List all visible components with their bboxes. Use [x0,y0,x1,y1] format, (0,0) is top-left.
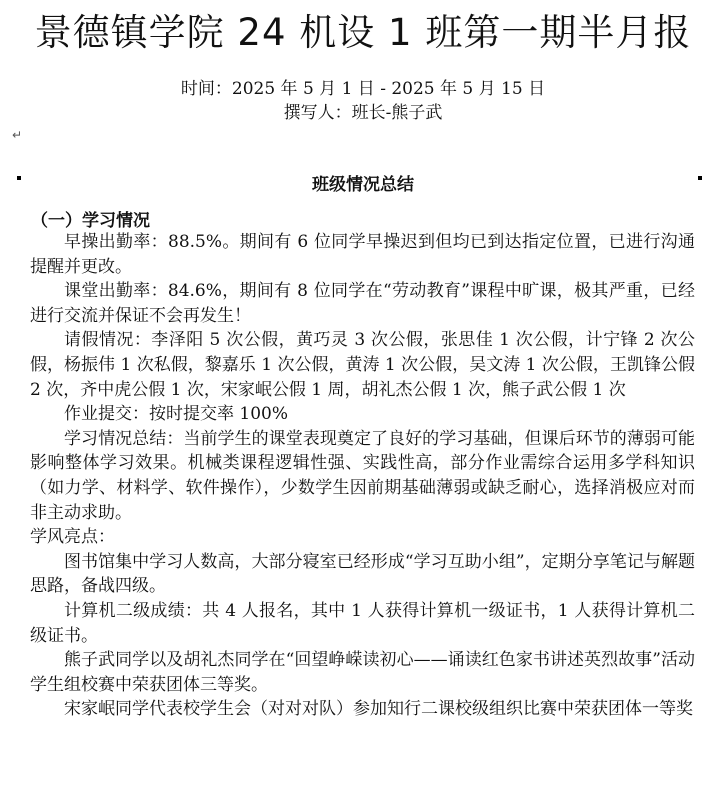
paragraph-leave: 请假情况：李泽阳 5 次公假，黄巧灵 3 次公假，张思佳 1 次公假，计宁锋 2 次公假，杨振伟 1 次私假，黎嘉乐 1 次公假，黄涛 1 次公假，吴文涛 1 次公假，王凯锋公假 2 次，齐中虎公假 1 次，宋家岷公假 1 周，胡礼杰公假 1 次，熊子武公假 1 次 [30,330,695,400]
paragraph-reading-award: 熊子武同学以及胡礼杰同学在“回望峥嵘读初心——诵读红色家书讲述英烈故事”活动学生组校赛中荣获团体三等奖。 [30,650,695,695]
paragraph-computer-exam: 计算机二级成绩：共 4 人报名，其中 1 人获得计算机一级证书，1 人获得计算机二级证书。 [30,600,695,646]
report-author: 撰写人：班长-熊子武 [283,103,443,123]
paragraph-highlights-label: 学风亮点： [30,527,115,548]
summary-heading: 班级情况总结 [312,175,414,195]
paragraph-competition-award: 宋家岷同学代表校学生会（对对对队）参加知行二课校级组织比赛中荣获团体一等奖 [64,699,693,720]
paragraph-mark: ↵ [12,128,23,142]
report-period: 时间：2025 年 5 月 1 日 - 2025 年 5 月 15 日 [180,79,546,99]
document-body [30,230,695,722]
paragraph-study-summary: 学习情况总结：当前学生的课堂表现奠定了良好的学习基础，但课后环节的薄弱可能影响整体学习效果。机械类课程逻辑性强、实践性高，部分作业需综合运用多学科知识（如力学、材料学、软件操作），少数学生因前期基础薄弱或缺乏耐心，选择消极应对而非主动求助。 [30,428,695,523]
section-heading-study: （一）学习情况 [31,211,150,231]
paragraph-morning-attendance: 早操出勤率：88.5%。期间有 6 位同学早操迟到但均已到达指定位置，已进行沟通提醒并更改。 [30,232,695,277]
document-title: 景德镇学院 24 机设 1 班第一期半月报 [34,11,692,54]
paragraph-class-attendance: 课堂出勤率：84.6%，期间有 8 位同学在“劳动教育”课程中旷课，极其严重，已经进行交流并保证不会再发生！ [30,281,695,326]
paragraph-homework: 作业提交：按时提交率 100% [64,404,289,425]
paragraph-library: 图书馆集中学习人数高，大部分寝室已经形成“学习互助小组”，定期分享笔记与解题思路，备战四级。 [30,551,695,597]
